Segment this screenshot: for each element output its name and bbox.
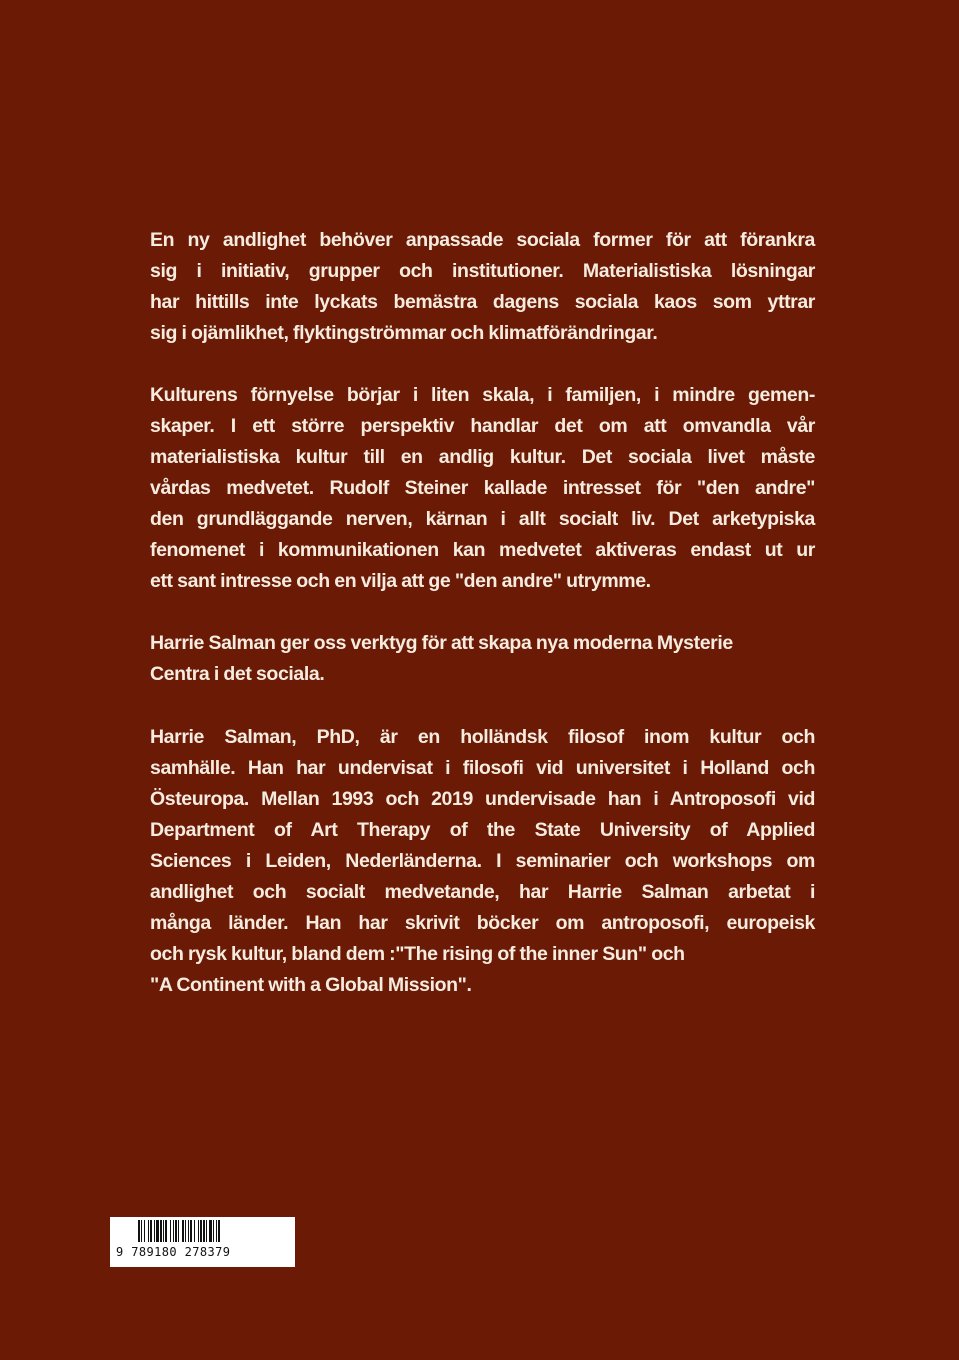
text-line: vårdas medvetet. Rudolf Steiner kallade intresset för "den andre" xyxy=(150,477,815,499)
barcode-bar xyxy=(209,1220,212,1242)
barcode-bar xyxy=(194,1220,195,1242)
barcode-bar xyxy=(173,1220,174,1242)
barcode-bar xyxy=(163,1220,164,1242)
text-line: sig i initiativ, grupper och institutioner. Materialistiska lösningar xyxy=(150,260,815,282)
text-line: Östeuropa. Mellan 1993 och 2019 undervisade han i Antroposofi vid xyxy=(150,788,815,810)
barcode-bars xyxy=(110,1217,295,1245)
barcode-bar xyxy=(156,1220,159,1242)
text-line: Sciences i Leiden, Nederländerna. I seminarier och workshops om xyxy=(150,850,815,872)
text-line: materialistiska kultur till en andlig kultur. Det sociala livet måste xyxy=(150,446,815,468)
text-line: fenomenet i kommunikationen kan medvetet aktiveras endast ut ur xyxy=(150,539,815,561)
isbn-barcode xyxy=(110,1217,295,1267)
isbn-number: 9 789180 278379 xyxy=(116,1245,231,1259)
barcode-bar xyxy=(185,1220,186,1242)
barcode-bar xyxy=(198,1220,199,1242)
barcode-bar xyxy=(206,1220,207,1242)
barcode-bar xyxy=(141,1220,142,1242)
blurb-paragraph-2 xyxy=(150,380,815,597)
barcode-bar xyxy=(175,1220,177,1242)
blurb-paragraph-3 xyxy=(150,628,815,690)
text-line: den grundläggande nerven, kärnan i allt socialt liv. Det arketypiska xyxy=(150,508,815,530)
text-line: många länder. Han har skrivit böcker om antroposofi, europeisk xyxy=(150,912,815,934)
barcode-bar xyxy=(144,1220,145,1242)
text-line: samhälle. Han har undervisat i filosofi vid universitet i Holland och xyxy=(150,757,815,779)
text-line: ett sant intresse och en vilja att ge "den andre" utrymme. xyxy=(150,570,651,592)
text-line: skaper. I ett större perspektiv handlar det om att omvandla vår xyxy=(150,415,815,437)
text-line: Centra i det sociala. xyxy=(150,663,325,685)
text-line: Kulturens förnyelse börjar i liten skala, i familjen, i mindre gemen- xyxy=(150,384,815,406)
text-line: sig i ojämlikhet, flyktingströmmar och klimatförändringar. xyxy=(150,322,658,344)
barcode-bar xyxy=(148,1220,149,1242)
barcode-bar xyxy=(190,1220,192,1242)
barcode-bar xyxy=(200,1220,202,1242)
barcode-bar xyxy=(150,1220,152,1242)
barcode-bar xyxy=(170,1220,171,1242)
barcode-bar xyxy=(203,1220,205,1242)
barcode-bar xyxy=(160,1220,162,1242)
text-line: och rysk kultur, bland dem :"The rising of the inner Sun" och xyxy=(150,943,685,965)
text-line: "A Continent with a Global Mission". xyxy=(150,974,472,996)
text-line: Harrie Salman ger oss verktyg för att skapa nya moderna Mysterie xyxy=(150,632,733,654)
barcode-bar xyxy=(138,1220,140,1242)
barcode-bar xyxy=(165,1220,167,1242)
barcode-bar xyxy=(154,1220,155,1242)
author-bio xyxy=(150,722,815,1001)
blurb-paragraph-1 xyxy=(150,225,815,349)
text-line: Harrie Salman, PhD, är en holländsk filosof inom kultur och xyxy=(150,726,815,748)
text-line: har hittills inte lyckats bemästra dagens sociala kaos som yttrar xyxy=(150,291,815,313)
barcode-bar xyxy=(188,1220,189,1242)
barcode-bar xyxy=(182,1220,184,1242)
text-line: En ny andlighet behöver anpassade sociala former för att förankra xyxy=(150,229,815,251)
text-line: Department of Art Therapy of the State University of Applied xyxy=(150,819,815,841)
barcode-bar xyxy=(218,1220,220,1242)
barcode-bar xyxy=(178,1220,179,1242)
barcode-bar xyxy=(216,1220,217,1242)
barcode-bar xyxy=(213,1220,214,1242)
text-line: andlighet och socialt medvetande, har Harrie Salman arbetat i xyxy=(150,881,815,903)
